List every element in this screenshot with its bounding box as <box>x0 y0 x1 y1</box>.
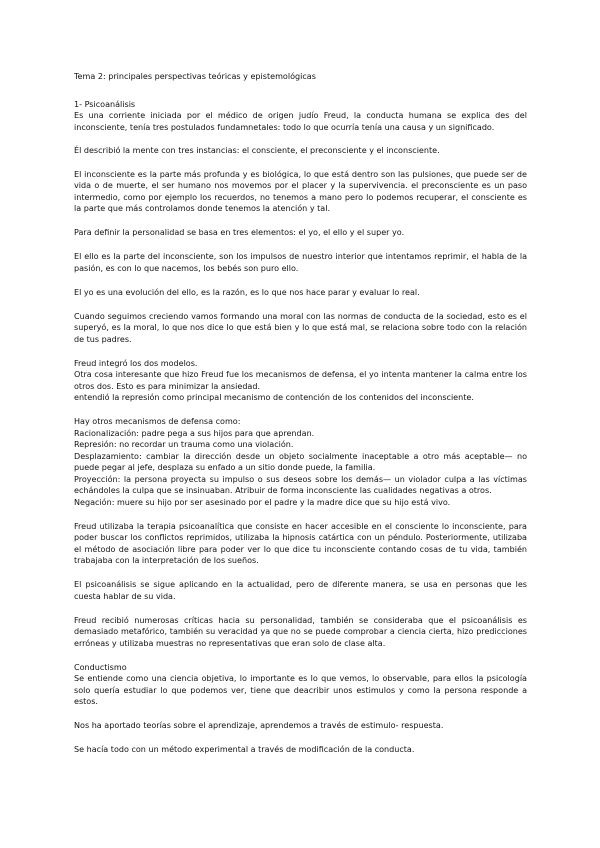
paragraph: Freud recibió numerosas críticas hacia su personalidad, también se consideraba que el psicoanálisis es demasiado metafórico, también su veracidad ya que no se puede comprobar a ciencia cierta, hizo predicciones erróneas y utilizaba muestras no representativas que eran solo de clase alta. <box>74 615 527 648</box>
list-item: Racionalización: padre pega a sus hijos para que aprendan. <box>74 428 315 438</box>
paragraph-line: Otra cosa interesante que hizo Freud fue los mecanismos de defensa, el yo intenta mantener la calma entre los otros dos. Esto es para minimizar la ansiedad. <box>74 370 527 391</box>
paragraph-modelos <box>74 358 527 404</box>
list-item: Proyección: la persona proyecta su impulso o sus deseos sobre los demás— un violador culpa a las víctimas echándoles la culpa que se insinuaban. Atribuir de forma inconsciente las cualidades negativas a otros. <box>74 474 527 495</box>
list-item: Negación: muere su hijo por ser asesinado por el padre y la madre dice que su hijo está vivo. <box>74 497 451 507</box>
paragraph: Para definir la personalidad se basa en tres elementos: el yo, el ello y el super yo. <box>74 228 405 237</box>
section-heading: 1- Psicoanálisis <box>74 99 136 109</box>
paragraph: Él describió la mente con tres instancias: el consciente, el preconsciente y el inconsciente. <box>74 145 440 155</box>
paragraph: Se entiende como una ciencia objetiva, lo importante es lo que vemos, lo observable, para ellos la psicología solo quería estudiar lo que podemos ver, tiene que deacribir unos estimulos y como la persona responde a estos. <box>74 674 527 706</box>
paragraph: Freud utilizaba la terapia psicoanalítica que consiste en hacer accesible en el consciente lo inconsciente, para poder buscar los conflictos reprimidos, utilizaba la hipnosis catártica con un péndulo. Posteriormente, utilizaba el método de asociación libre para poder ver lo que dice tu inconsciente contando cosas de tu vida, también trabajaba con la interpretación de los sueños. <box>74 521 527 565</box>
list-item: Represión: no recordar un trauma como una violación. <box>74 440 294 449</box>
paragraph: Nos ha aportado teorías sobre el aprendizaje, aprendemos a través de estimulo- respuesta. <box>74 721 444 730</box>
section-heading: Conductismo <box>74 662 127 672</box>
paragraph: Es una corriente iniciada por el médico de origen judío Freud, la conducta humana se explica des del inconsciente, tenía tres postulados fundamnetales: todo lo que ocurría tenía una causa y un significado. <box>74 111 527 132</box>
paragraph: Cuando seguimos creciendo vamos formando una moral con las normas de conducta de la sociedad, esto es el superyó, es la moral, lo que nos dice lo que está bien y lo que está mal, se relaciona sobre todo con la relación de tus padres. <box>74 311 527 344</box>
document-title: Tema 2: principales perspectivas teóricas y epistemológicas <box>74 72 316 81</box>
paragraph-line: entendió la represión como principal mecanismo de contención de los contenidos del inconsciente. <box>74 393 474 402</box>
paragraph-line: Freud integró los dos modelos. <box>74 358 198 368</box>
defense-mechanisms-list <box>74 416 527 508</box>
paragraph: El yo es una evolución del ello, es la razón, es lo que nos hace parar y evaluar lo real. <box>74 287 420 297</box>
list-intro: Hay otros mecanismos de defensa como: <box>74 417 241 426</box>
paragraph: El psicoanálisis se sigue aplicando en la actualidad, pero de diferente manera, se usa en personas que les cuesta hablar de su vida. <box>74 580 527 601</box>
paragraph: El inconsciente es la parte más profunda y es biológica, lo que está dentro son las pulsiones, que puede ser de vida o de muerte, el ser humano nos movemos por el placer y la supervivencia. el preconsciente es un paso intermedio, como por ejemplo los recuerdos, no tenemos a mano pero lo podemos recuperar, el consciente es la parte que más controlamos donde tenemos la atención y tal. <box>74 169 527 213</box>
paragraph: El ello es la parte del inconsciente, son los impulsos de nuestro interior que intentamos reprimir, el habla de la pasión, es con lo que nacemos, los bebés son puro ello. <box>74 252 527 273</box>
section-psicoanalisis <box>74 99 527 134</box>
section-conductismo <box>74 662 527 708</box>
paragraph: Se hacía todo con un método experimental a través de modificación de la conducta. <box>74 745 415 754</box>
list-item: Desplazamiento: cambiar la dirección desde un objeto socialmente inaceptable a otro más aceptable— no puede pegar al jefe, desplaza su enfado a un sitio donde puede, la familia. <box>74 451 527 472</box>
